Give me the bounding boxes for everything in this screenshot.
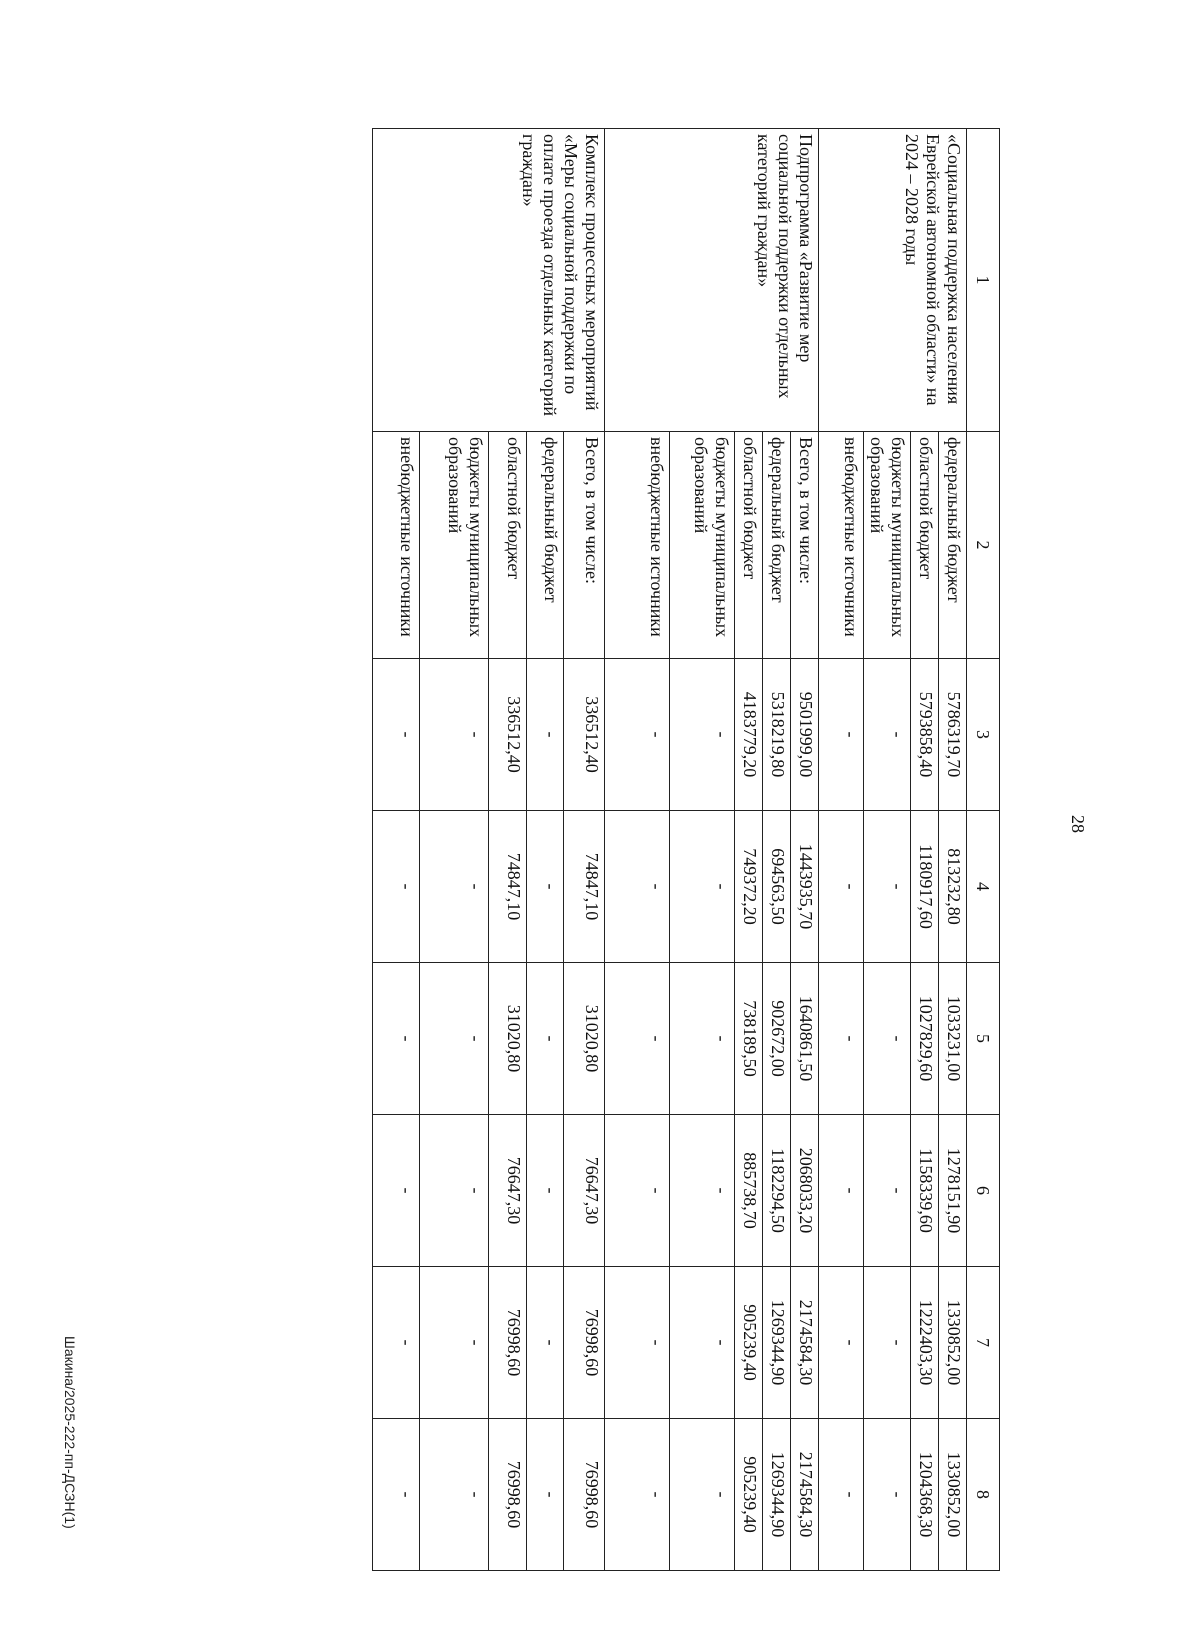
value-cell: - [864,1419,911,1571]
value-cell: - [373,811,420,963]
value-cell: 1269344,90 [763,1267,791,1419]
funding-source: внебюджетные источники [373,432,420,659]
value-cell: 76647,30 [564,1115,605,1267]
value-cell: - [670,1267,735,1419]
funding-source: областной бюджет [489,432,527,659]
value-cell: - [819,1267,864,1419]
value-cell: - [819,1419,864,1571]
value-cell: 336512,40 [564,659,605,811]
value-cell: 2174584,30 [791,1267,819,1419]
value-cell: 76998,60 [489,1419,527,1571]
funding-source: областной бюджет [911,432,939,659]
value-cell: - [670,963,735,1115]
value-cell: - [527,1419,564,1571]
value-cell: - [670,811,735,963]
value-cell: - [864,811,911,963]
program-name: «Социальная поддержка населения Еврейской автономной области» на 2024 – 2028 годы [819,129,967,432]
value-cell: 31020,80 [489,963,527,1115]
value-cell: - [420,1115,489,1267]
funding-source: областной бюджет [735,432,763,659]
value-cell: 1640861,50 [791,963,819,1115]
value-cell: 76647,30 [489,1115,527,1267]
value-cell: - [605,1115,670,1267]
value-cell: 2174584,30 [791,1419,819,1571]
funding-source: федеральный бюджет [763,432,791,659]
value-cell: - [527,811,564,963]
value-cell: 4183779,20 [735,659,763,811]
header-cell: 2 [967,432,1000,659]
funding-source: бюджеты муниципальных образований [670,432,735,659]
page-number: 28 [1068,815,1088,833]
header-row [967,129,1000,1571]
value-cell: - [527,1267,564,1419]
value-cell: - [527,1115,564,1267]
value-cell: - [373,1115,420,1267]
value-cell: - [373,659,420,811]
value-cell: 1443935,70 [791,811,819,963]
value-cell: - [819,963,864,1115]
value-cell: 5786319,70 [939,659,967,811]
value-cell: 694563,50 [763,811,791,963]
header-cell: 1 [967,129,1000,432]
value-cell: 905239,40 [735,1267,763,1419]
value-cell: 902672,00 [763,963,791,1115]
value-cell: - [527,963,564,1115]
value-cell: - [819,659,864,811]
value-cell: 1182294,50 [763,1115,791,1267]
value-cell: - [605,811,670,963]
funding-source: Всего, в том числе: [564,432,605,659]
value-cell: 74847,10 [489,811,527,963]
value-cell: - [605,963,670,1115]
value-cell: - [864,1115,911,1267]
value-cell: 749372,20 [735,811,763,963]
value-cell: - [670,1115,735,1267]
value-cell: 813232,80 [939,811,967,963]
value-cell: - [670,1419,735,1571]
value-cell: - [864,659,911,811]
value-cell: - [420,659,489,811]
funding-source: бюджеты муниципальных образований [864,432,911,659]
value-cell: 5793858,40 [911,659,939,811]
table-row [791,129,819,1571]
value-cell: 1027829,60 [911,963,939,1115]
value-cell: 1222403,30 [911,1267,939,1419]
value-cell: 2068033,20 [791,1115,819,1267]
value-cell: 76998,60 [489,1267,527,1419]
value-cell: - [605,1419,670,1571]
document-footer: Шакина/2025-222-пп-ДСЗН(1) [62,1336,78,1529]
process-complex-name: Комплекс процессных мероприятий «Меры социальной поддержки по оплате проезда отдельных категорий граждан» [373,129,605,432]
table-row [564,129,605,1571]
header-cell: 3 [967,659,1000,811]
value-cell: 1204368,30 [911,1419,939,1571]
table-row [939,129,967,1571]
funding-source: Всего, в том числе: [791,432,819,659]
header-cell: 6 [967,1115,1000,1267]
budget-table [372,128,1000,1571]
funding-source: бюджеты муниципальных образований [420,432,489,659]
value-cell: 31020,80 [564,963,605,1115]
value-cell: 336512,40 [489,659,527,811]
value-cell: 76998,60 [564,1419,605,1571]
header-cell: 4 [967,811,1000,963]
value-cell: 905239,40 [735,1419,763,1571]
value-cell: 74847,10 [564,811,605,963]
value-cell: 9501999,00 [791,659,819,811]
funding-source: федеральный бюджет [939,432,967,659]
value-cell: - [670,659,735,811]
value-cell: 738189,50 [735,963,763,1115]
value-cell: 76998,60 [564,1267,605,1419]
funding-source: внебюджетные источники [605,432,670,659]
value-cell: - [605,1267,670,1419]
value-cell: 885738,70 [735,1115,763,1267]
value-cell: - [373,1267,420,1419]
value-cell: 1278151,90 [939,1115,967,1267]
value-cell: 1033231,00 [939,963,967,1115]
funding-source: внебюджетные источники [819,432,864,659]
value-cell: 1158339,60 [911,1115,939,1267]
value-cell: - [420,1267,489,1419]
value-cell: - [819,811,864,963]
funding-source: федеральный бюджет [527,432,564,659]
value-cell: 1269344,90 [763,1419,791,1571]
header-cell: 5 [967,963,1000,1115]
value-cell: - [373,963,420,1115]
value-cell: - [605,659,670,811]
header-cell: 7 [967,1267,1000,1419]
value-cell: - [373,1419,420,1571]
value-cell: - [864,1267,911,1419]
subprogram-name: Подпрограмма «Развитие мер социальной поддержки отдельных категорий граждан» [605,129,819,432]
value-cell: 1330852,00 [939,1419,967,1571]
value-cell: - [420,1419,489,1571]
value-cell: 1330852,00 [939,1267,967,1419]
value-cell: - [420,963,489,1115]
value-cell: - [864,963,911,1115]
value-cell: - [420,811,489,963]
value-cell: - [527,659,564,811]
value-cell: 1180917,60 [911,811,939,963]
value-cell: - [819,1115,864,1267]
value-cell: 5318219,80 [763,659,791,811]
header-cell: 8 [967,1419,1000,1571]
